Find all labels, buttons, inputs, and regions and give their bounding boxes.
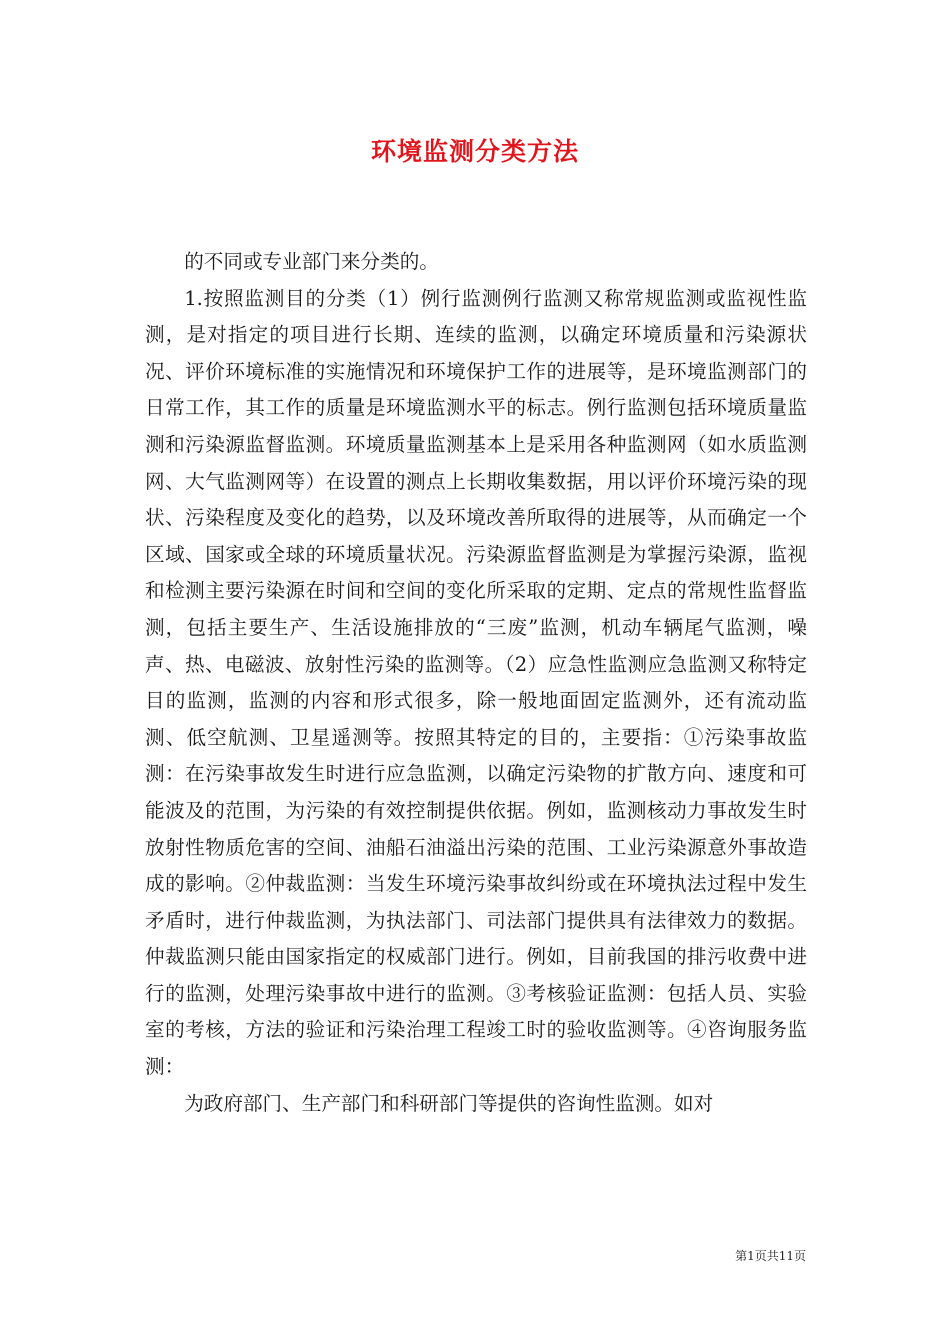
paragraph-intro: 的不同或专业部门来分类的。	[184, 250, 439, 273]
paragraph-continuation: 为政府部门、生产部门和科研部门等提供的咨询性监测。如对	[184, 1091, 714, 1115]
document-body	[145, 244, 807, 1122]
paragraph-main: 1.按照监测目的分类（1）例行监测例行监测又称常规监测或监视性监测，是对指定的项目进行长期、连续的监测，以确定环境质量和污染源状况、评价环境标准的实施情况和环境保护工作的进展等，是环境监测部门的日常工作，其工作的质量是环境监测水平的标志。例行监测包括环境质量监测和污染源监督监测。环境质量监测基本上是采用各种监测网（如水质监测网、大气监测网等）在设置的测点上长期收集数据，用以评价环境污染的现状、污染程度及变化的趋势，以及环境改善所取得的进展等，从而确定一个区域、国家或全球的环境质量状况。污染源监督监测是为掌握污染源，监视和检测主要污染源在时间和空间的变化所采取的定期、定点的常规性监督监测，包括主要生产、生活设施排放的“三废”监测，机动车辆尾气监测，噪声、热、电磁波、放射性污染的监测等。（2）应急性监测应急监测又称特定目的监测，监测的内容和形式很多，除一般地面固定监测外，还有流动监测、低空航测、卫星遥测等。按照其特定的目的，主要指：①污染事故监测：在污染事故发生时进行应急监测，以确定污染物的扩散方向、速度和可能波及的范围，为污染的有效控制提供依据。例如，监测核动力事故发生时放射性物质危害的空间、油船石油溢出污染的范围、工业污染源意外事故造成的影响。②仲裁监测：当发生环境污染事故纠纷或在环境执法过程中发生矛盾时，进行仲裁监测，为执法部门、司法部门提供具有法律效力的数据。仲裁监测只能由国家指定的权威部门进行。例如，目前我国的排污收费中进行的监测，处理污染事故中进行的监测。③考核验证监测：包括人员、实验室的考核，方法的验证和污染治理工程竣工时的验收监测等。④咨询服务监测：	[145, 286, 807, 1079]
page-title: 环境监测分类方法	[370, 137, 579, 166]
page-footer: 第1页共11页	[735, 1249, 806, 1263]
